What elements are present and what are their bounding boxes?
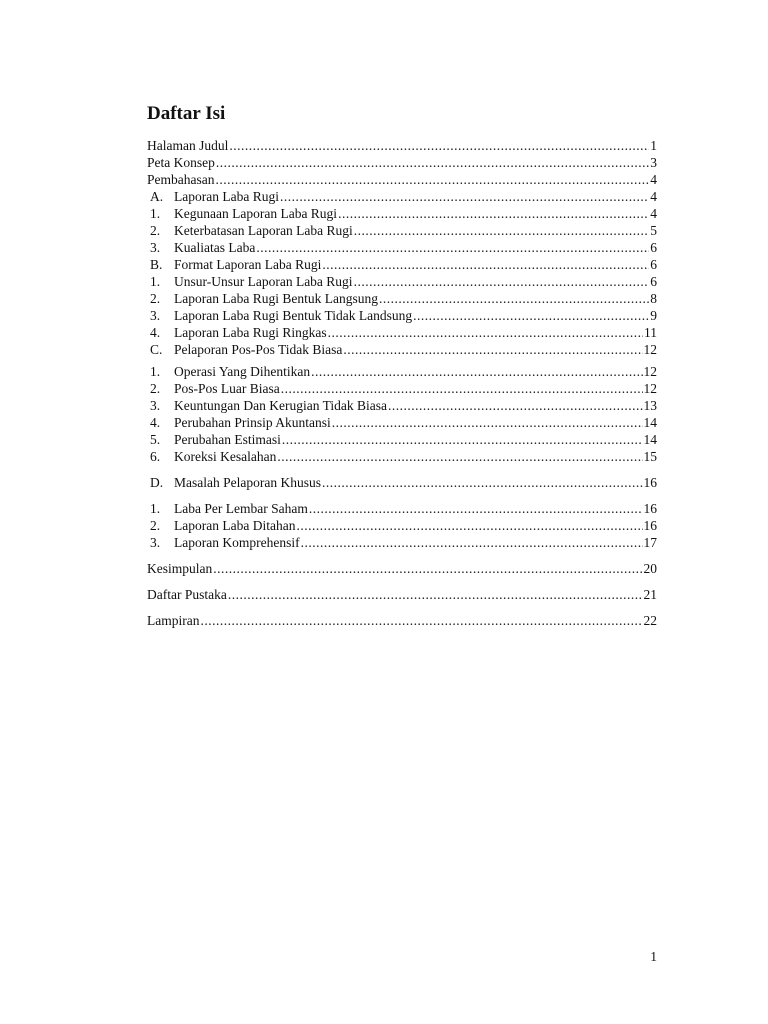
toc-dot-leader [328, 324, 643, 341]
toc-entry [147, 517, 657, 534]
toc-entry [147, 273, 657, 290]
toc-entry-page-number: 8 [650, 291, 657, 306]
toc-entry-label: Operasi Yang Dihentikan [174, 364, 311, 379]
toc-entry-page-number: 13 [643, 398, 657, 413]
toc-entry-page-number: 4 [650, 172, 657, 187]
toc-entry-marker: 5. [150, 432, 161, 447]
toc-dot-leader [388, 397, 643, 414]
toc-entry-page-number: 3 [650, 155, 657, 170]
toc-entry-marker: 3. [150, 398, 161, 413]
toc-entry [147, 307, 657, 324]
toc-entry-page-number: 16 [643, 518, 657, 533]
toc-entry-marker: 3. [150, 308, 161, 323]
toc-entry-marker: 2. [150, 518, 161, 533]
toc-entry [147, 222, 657, 239]
toc-entry-label: Peta Konsep [147, 155, 215, 170]
toc-entry-label: Lampiran [147, 613, 200, 628]
toc-dot-leader [343, 341, 642, 358]
toc-entry-page-number: 14 [643, 432, 657, 447]
toc-entry-label: Kualiatas Laba [174, 240, 256, 255]
toc-entry-label: Pelaporan Pos-Pos Tidak Biasa [174, 342, 343, 357]
toc-entry [147, 154, 657, 171]
toc-entry-page-number: 4 [650, 206, 657, 221]
toc-entry-label: Laba Per Lembar Saham [174, 501, 308, 516]
toc-entry-page-number: 16 [643, 475, 657, 490]
toc-dot-leader [332, 414, 643, 431]
toc-entry-page-number: 12 [643, 342, 657, 357]
toc-entry-page-number: 5 [650, 223, 657, 238]
toc-entry-marker: 1. [150, 206, 161, 221]
toc-dot-leader [311, 363, 642, 380]
toc-entry-page-number: 17 [643, 535, 657, 550]
toc-entry-label: Koreksi Kesalahan [174, 449, 277, 464]
toc-entry-label: Format Laporan Laba Rugi [174, 257, 322, 272]
toc-dot-leader [354, 273, 650, 290]
toc-dot-leader [215, 171, 649, 188]
toc-entry-label: Keuntungan Dan Kerugian Tidak Biasa [174, 398, 387, 413]
toc-entry-marker: 6. [150, 449, 161, 464]
toc-dot-leader [379, 290, 649, 307]
toc-entry-label: Unsur-Unsur Laporan Laba Rugi [174, 274, 353, 289]
toc-entry-page-number: 12 [643, 364, 657, 379]
toc-dot-leader [280, 188, 649, 205]
toc-entry-marker: C. [150, 342, 163, 357]
footer-page-number: 1 [650, 949, 657, 964]
toc-entry [147, 137, 657, 154]
toc-entry-label: Kegunaan Laporan Laba Rugi [174, 206, 338, 221]
toc-entry-label: Keterbatasan Laporan Laba Rugi [174, 223, 353, 238]
toc-entry-page-number: 14 [643, 415, 657, 430]
page-title: Daftar Isi [147, 103, 226, 124]
toc-entry [147, 397, 657, 414]
toc-entry-marker: 4. [150, 415, 161, 430]
toc-entry-marker: 4. [150, 325, 161, 340]
toc-dot-leader [277, 448, 642, 465]
toc-entry-marker: 3. [150, 240, 161, 255]
toc-entry [147, 448, 657, 465]
toc-dot-leader [413, 307, 649, 324]
toc-entry-page-number: 16 [643, 501, 657, 516]
toc-dot-leader [322, 474, 643, 491]
toc-entry-marker: B. [150, 257, 163, 272]
toc-dot-leader [354, 222, 649, 239]
toc-dot-leader [296, 517, 642, 534]
toc-entry-page-number: 12 [643, 381, 657, 396]
toc-entry [147, 188, 657, 205]
toc-entry [147, 341, 657, 358]
toc-entry-page-number: 15 [643, 449, 657, 464]
toc-entry-marker: A. [150, 189, 164, 204]
toc-entry-label: Laporan Laba Rugi Bentuk Tidak Landsung [174, 308, 413, 323]
toc-entry-marker: 3. [150, 535, 161, 550]
toc-entry-label: Pembahasan [147, 172, 215, 187]
toc-entry-page-number: 11 [644, 325, 657, 340]
toc-entry-marker: 2. [150, 223, 161, 238]
toc-dot-leader [281, 380, 643, 397]
toc-entry [147, 380, 657, 397]
table-of-contents [147, 137, 657, 629]
toc-entry [147, 534, 657, 551]
toc-entry [147, 239, 657, 256]
toc-entry [147, 431, 657, 448]
toc-entry-marker: 1. [150, 274, 161, 289]
toc-dot-leader [322, 256, 649, 273]
toc-entry-label: Laporan Laba Ditahan [174, 518, 296, 533]
toc-entry [147, 290, 657, 307]
toc-entry [147, 363, 657, 380]
toc-entry-label: Laporan Laba Rugi Bentuk Langsung [174, 291, 378, 306]
toc-entry [147, 256, 657, 273]
toc-dot-leader [309, 500, 643, 517]
toc-dot-leader [228, 586, 643, 603]
toc-entry [147, 205, 657, 222]
toc-entry [147, 560, 657, 577]
toc-dot-leader [256, 239, 649, 256]
toc-entry [147, 474, 657, 491]
toc-entry-page-number: 21 [643, 587, 657, 602]
toc-entry [147, 414, 657, 431]
toc-entry-marker: 2. [150, 291, 161, 306]
toc-entry-page-number: 4 [650, 189, 657, 204]
toc-dot-leader [200, 612, 642, 629]
toc-dot-leader [216, 154, 649, 171]
toc-entry-page-number: 20 [643, 561, 657, 576]
toc-entry-marker: D. [150, 475, 164, 490]
toc-entry [147, 612, 657, 629]
toc-entry-page-number: 6 [650, 274, 657, 289]
toc-dot-leader [301, 534, 643, 551]
toc-entry-marker: 2. [150, 381, 161, 396]
toc-entry-page-number: 6 [650, 240, 657, 255]
toc-entry-label: Laporan Laba Rugi Ringkas [174, 325, 327, 340]
toc-entry [147, 586, 657, 603]
toc-entry-marker: 1. [150, 501, 161, 516]
toc-dot-leader [229, 137, 649, 154]
toc-dot-leader [213, 560, 642, 577]
toc-entry-label: Laporan Laba Rugi [174, 189, 279, 204]
toc-entry-label: Laporan Komprehensif [174, 535, 300, 550]
toc-entry [147, 171, 657, 188]
toc-dot-leader [282, 431, 643, 448]
toc-entry [147, 324, 657, 341]
toc-entry [147, 500, 657, 517]
toc-entry-page-number: 1 [650, 138, 657, 153]
toc-entry-page-number: 22 [643, 613, 657, 628]
toc-entry-label: Daftar Pustaka [147, 587, 227, 602]
toc-entry-label: Kesimpulan [147, 561, 213, 576]
toc-entry-label: Pos-Pos Luar Biasa [174, 381, 280, 396]
toc-entry-page-number: 9 [650, 308, 657, 323]
toc-entry-label: Perubahan Prinsip Akuntansi [174, 415, 331, 430]
toc-entry-page-number: 6 [650, 257, 657, 272]
toc-entry-label: Masalah Pelaporan Khusus [174, 475, 321, 490]
toc-entry-label: Perubahan Estimasi [174, 432, 281, 447]
toc-entry-marker: 1. [150, 364, 161, 379]
toc-dot-leader [338, 205, 649, 222]
toc-entry-label: Halaman Judul [147, 138, 229, 153]
